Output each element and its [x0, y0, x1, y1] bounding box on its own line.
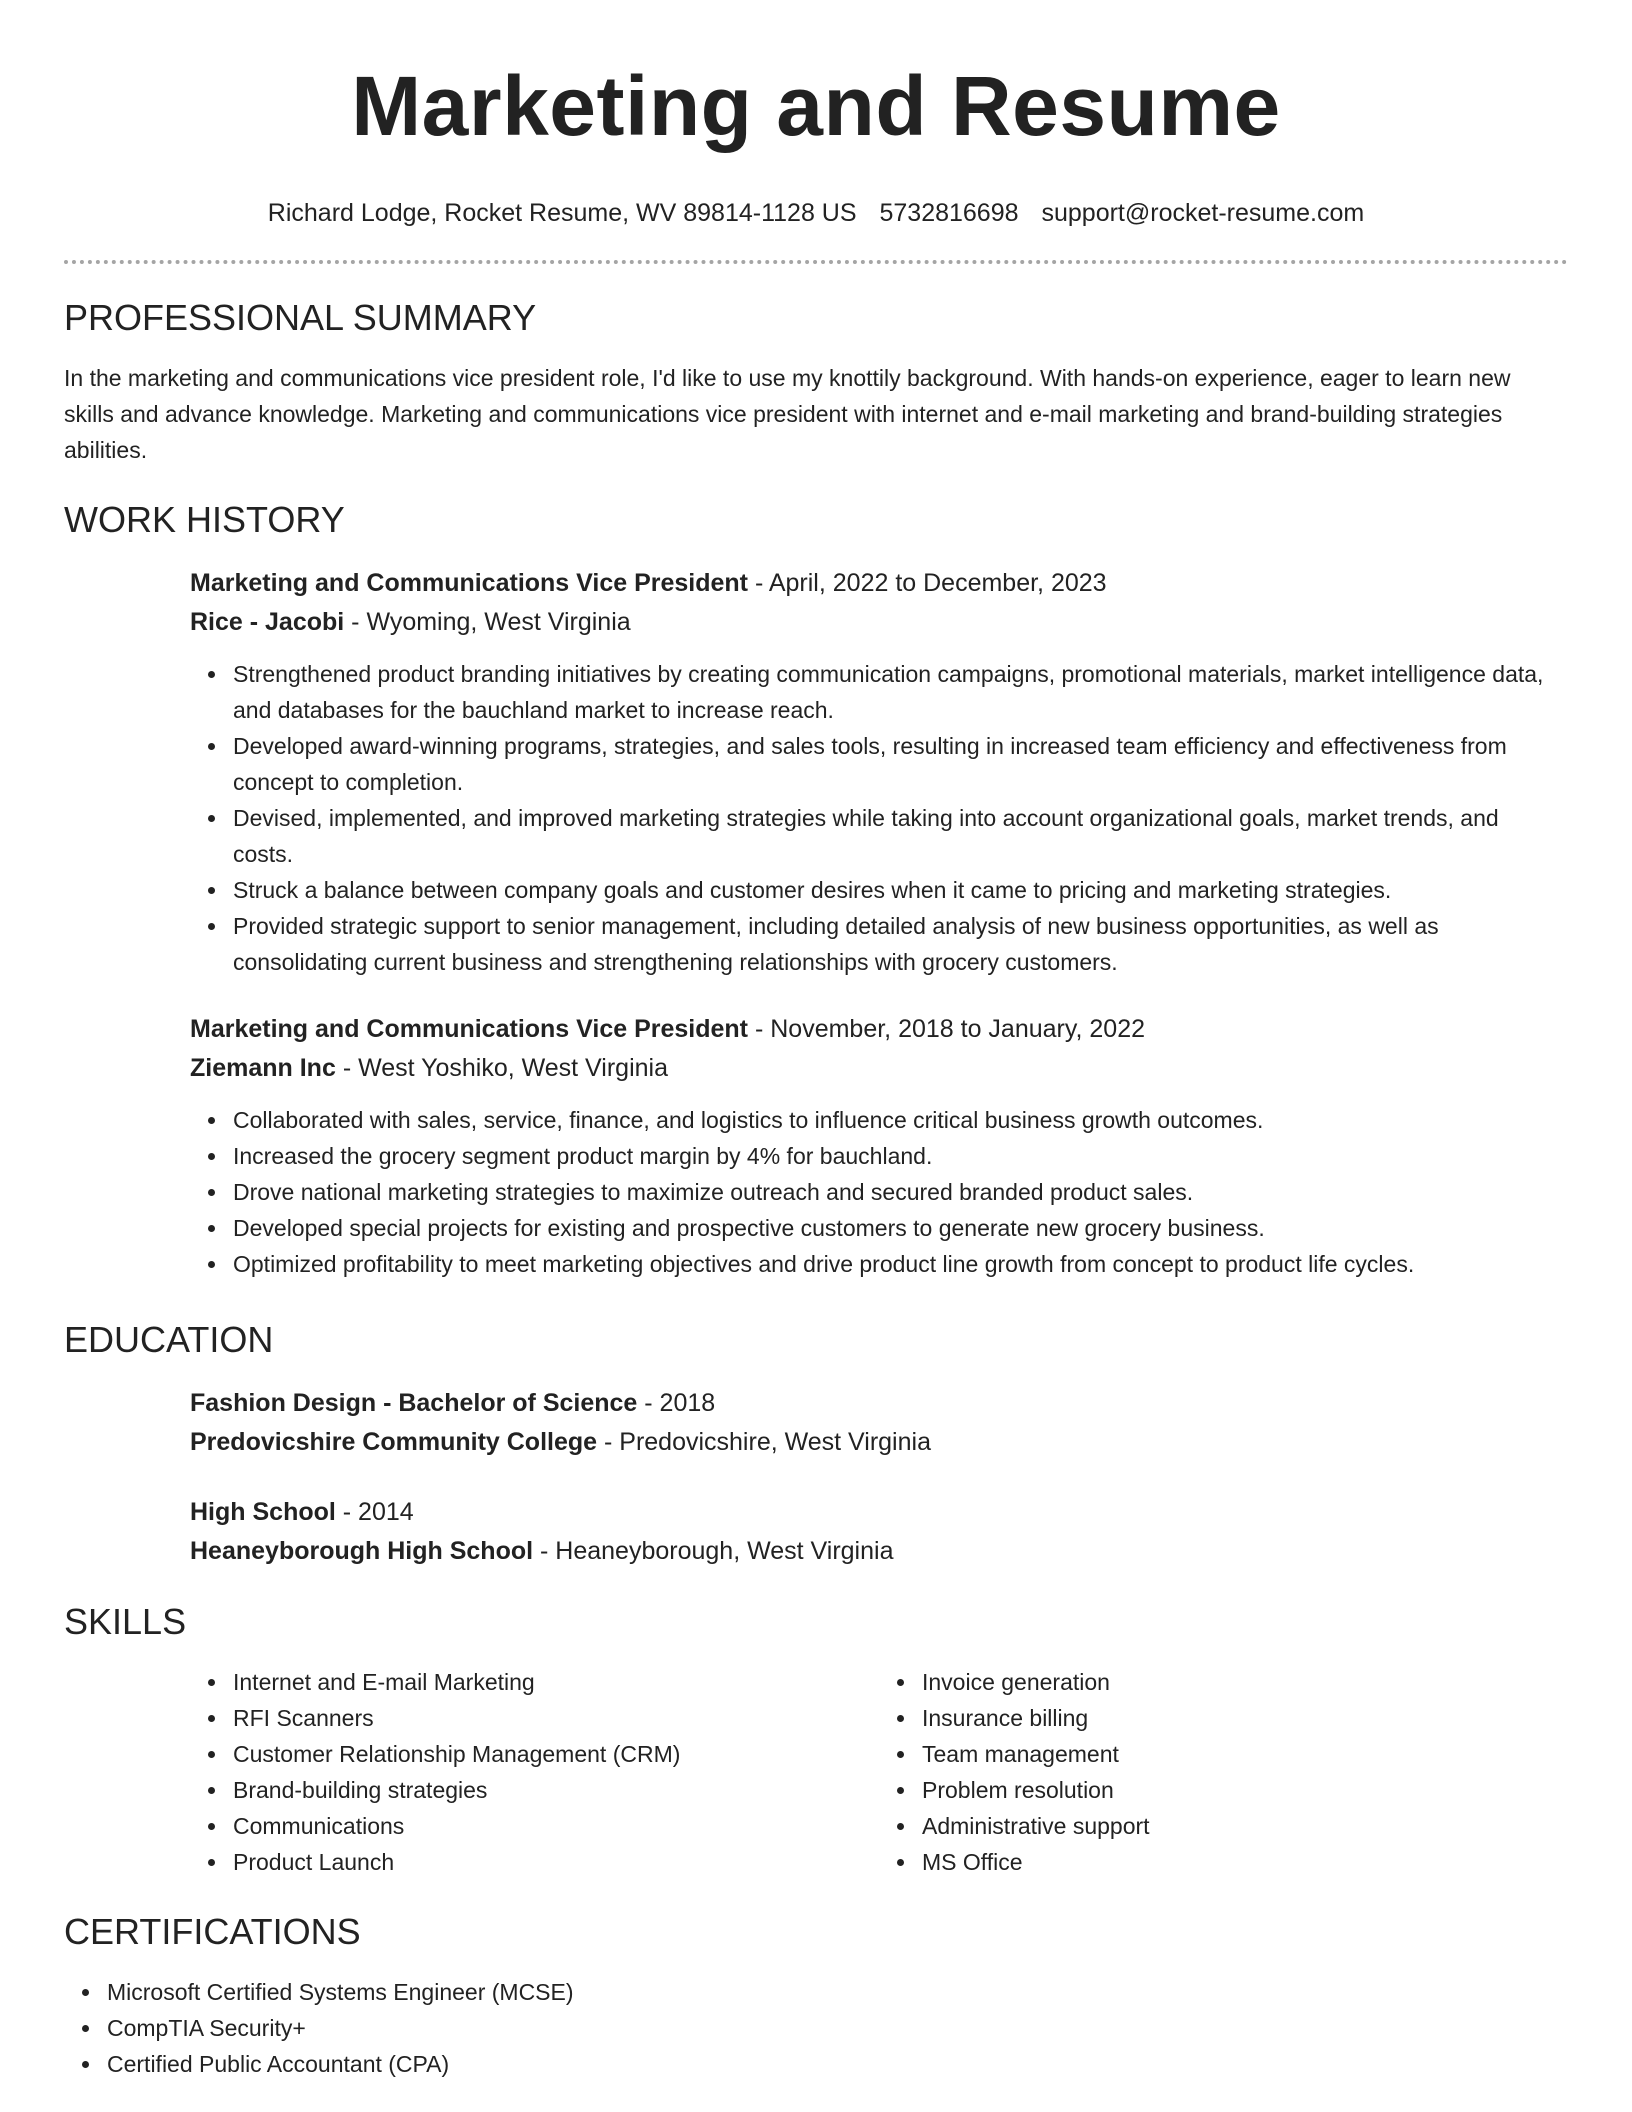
list-item: RFI Scanners — [233, 1700, 879, 1736]
job-company: Rice - Jacobi — [190, 608, 345, 636]
education-school: Heaneyborough High School — [190, 1537, 534, 1565]
summary-title: PROFESSIONAL SUMMARY — [64, 297, 537, 338]
certifications-list — [64, 1974, 1568, 2082]
list-item: Devised, implemented, and improved marketing strategies while taking into account organizational goals, market trends, and costs. — [233, 800, 1568, 872]
contact-phone: 5732816698 — [879, 199, 1019, 227]
job-bullets — [190, 1102, 1568, 1282]
skills-list-left — [190, 1664, 879, 1880]
education-section — [64, 1318, 1568, 1571]
job-title-line — [190, 564, 1568, 603]
summary-text: In the marketing and communications vice president role, I'd like to use my knottily background. With hands-on experience, eager to learn new skills and advance knowledge. Marketing and communications vice president with internet and e-mail marketing and brand-building strategies abilities. — [64, 365, 1511, 463]
education-degree: High School — [190, 1498, 336, 1526]
list-item: Insurance billing — [922, 1700, 1568, 1736]
list-item: Optimized profitability to meet marketing objectives and drive product line growth from concept to product life cycles. — [233, 1246, 1568, 1282]
list-item: Drove national marketing strategies to maximize outreach and secured branded product sales. — [233, 1174, 1568, 1210]
contact-address: Richard Lodge, Rocket Resume, WV 89814-1128 US — [267, 199, 857, 227]
job-entry — [190, 564, 1568, 980]
work-history-section — [64, 498, 1568, 1282]
job-entry — [190, 1010, 1568, 1282]
skills-title: SKILLS — [64, 1601, 187, 1642]
list-item: Internet and E-mail Marketing — [233, 1664, 879, 1700]
job-dates: - April, 2022 to December, 2023 — [748, 569, 1107, 597]
job-company-line — [190, 1049, 1568, 1088]
education-entry — [190, 1384, 1568, 1462]
education-year: - 2014 — [335, 1498, 414, 1526]
list-item: Administrative support — [922, 1808, 1568, 1844]
certifications-title: CERTIFICATIONS — [64, 1911, 361, 1952]
list-item: Product Launch — [233, 1844, 879, 1880]
list-item: Team management — [922, 1736, 1568, 1772]
education-school: Predovicshire Community College — [190, 1428, 598, 1456]
education-degree-line — [190, 1384, 1568, 1423]
contact-email: support@rocket-resume.com — [1041, 199, 1365, 227]
education-school-line — [190, 1532, 1568, 1571]
list-item: Microsoft Certified Systems Engineer (MCSE) — [107, 1974, 1568, 2010]
list-item: Communications — [233, 1808, 879, 1844]
header-divider — [64, 260, 1568, 264]
job-position: Marketing and Communications Vice President — [190, 1015, 749, 1043]
certifications-section — [64, 1910, 1568, 2082]
job-position: Marketing and Communications Vice President — [190, 569, 749, 597]
job-bullets — [190, 656, 1568, 980]
contact-line — [64, 196, 1568, 230]
job-company: Ziemann Inc — [190, 1054, 336, 1082]
work-history-title: WORK HISTORY — [64, 499, 345, 540]
resume-name: Marketing and Resume — [351, 59, 1281, 153]
list-item: MS Office — [922, 1844, 1568, 1880]
education-school-line — [190, 1423, 1568, 1462]
list-item: Collaborated with sales, service, finance, and logistics to influence critical business growth outcomes. — [233, 1102, 1568, 1138]
education-location: - Predovicshire, West Virginia — [597, 1428, 931, 1456]
skills-section — [64, 1600, 1568, 1880]
list-item: Provided strategic support to senior management, including detailed analysis of new business opportunities, as well as consolidating current business and strengthening relationships with grocery customers. — [233, 908, 1568, 980]
list-item: Invoice generation — [922, 1664, 1568, 1700]
job-title-line — [190, 1010, 1568, 1049]
list-item: Problem resolution — [922, 1772, 1568, 1808]
list-item: CompTIA Security+ — [107, 2010, 1568, 2046]
list-item: Certified Public Accountant (CPA) — [107, 2046, 1568, 2082]
list-item: Struck a balance between company goals and customer desires when it came to pricing and marketing strategies. — [233, 872, 1568, 908]
job-company-line — [190, 603, 1568, 642]
education-degree-line — [190, 1493, 1568, 1532]
list-item: Customer Relationship Management (CRM) — [233, 1736, 879, 1772]
summary-section — [64, 296, 1568, 468]
job-dates: - November, 2018 to January, 2022 — [748, 1015, 1146, 1043]
skills-grid — [190, 1664, 1568, 1880]
list-item: Developed award-winning programs, strategies, and sales tools, resulting in increased team efficiency and effectiveness from concept to completion. — [233, 728, 1568, 800]
job-location: - West Yoshiko, West Virginia — [335, 1054, 668, 1082]
education-year: - 2018 — [637, 1389, 716, 1417]
list-item: Strengthened product branding initiatives by creating communication campaigns, promotional materials, market intelligence data, and databases for the bauchland market to increase reach. — [233, 656, 1568, 728]
list-item: Increased the grocery segment product margin by 4% for bauchland. — [233, 1138, 1568, 1174]
list-item: Developed special projects for existing and prospective customers to generate new grocery business. — [233, 1210, 1568, 1246]
job-location: - Wyoming, West Virginia — [344, 608, 631, 636]
education-title: EDUCATION — [64, 1319, 274, 1360]
skills-list-right — [879, 1664, 1568, 1880]
education-entry — [190, 1493, 1568, 1571]
education-degree: Fashion Design - Bachelor of Science — [190, 1389, 638, 1417]
education-location: - Heaneyborough, West Virginia — [533, 1537, 894, 1565]
list-item: Brand-building strategies — [233, 1772, 879, 1808]
